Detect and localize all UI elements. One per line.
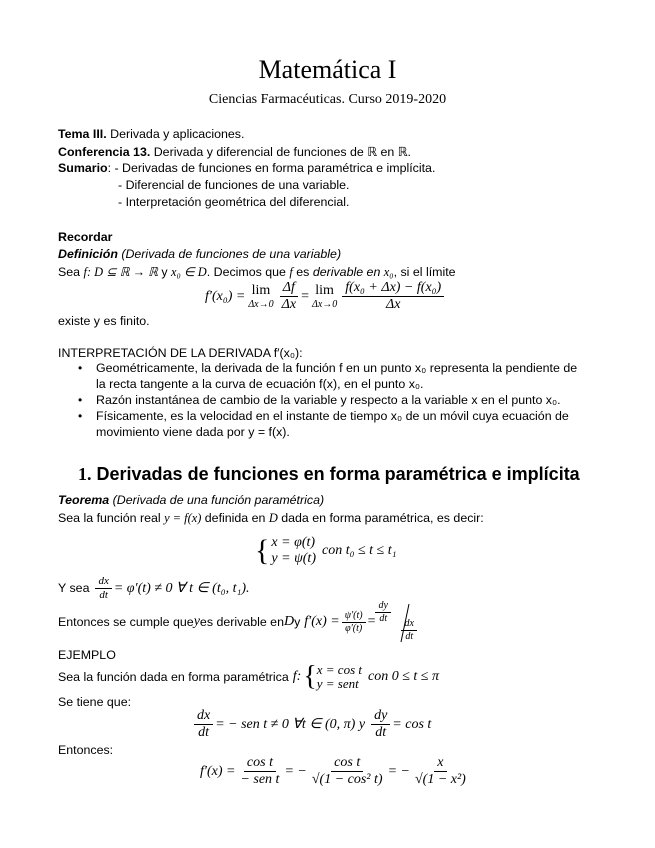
section-title: Derivadas de funciones en forma paramétrica e implícita [96,464,580,484]
tema-label: Tema III. [58,127,107,141]
conferencia-line [58,144,411,159]
parametric-system: { x = φ(t) y = ψ(t) con t₀ ≤ t ≤ t₁ [255,534,397,568]
interp-bullet-2: Razón instantánea de cambio de la variable y respecto a la variable x en el punto x₀. [96,393,561,407]
tema-line [58,127,244,141]
interp-bullet-3-cont: movimiento viene dada por y = f(x). [96,425,290,439]
existe-line: existe y es finito. [58,314,150,328]
final-derivative-formula: f′(x) = $\frac{\text{cos t}}{\text{− sen t}}$ = − $\frac{\text{cos t}}{\text{√(1 − cos² t)}}$ = − $\frac{x}{\text{√(1 − x²)}}$ [200,755,466,788]
interp-bullet-1: Geométricamente, la derivada de la función f en un punto x₀ representa la pendiente de [96,361,578,375]
tema-text: Derivada y aplicaciones. [110,127,245,141]
interpretacion-heading: INTERPRETACIÓN DE LA DERIVADA f′(x₀): [58,346,303,360]
bullet-dot-3: • [78,409,83,423]
sea-funcion-line: Sea la función real y = f(x) definida en D dada en forma paramétrica, es decir: [58,511,484,525]
recordar-heading: Recordar [58,230,113,244]
entonces-line: Entonces se cumple que y es derivable en D y f′(x) = $\frac{\psi'(t)}{\varphi'(t)}$ = $\frac{dy}{dt}$ $\frac{dx}{dt}$ [58,600,423,644]
section-heading [78,464,580,485]
sumario-item-2: - Diferencial de funciones de una variable. [118,178,350,192]
sumario-item-3: - Interpretación geométrica del diferencial. [118,195,350,209]
sumario-label: Sumario [58,161,108,175]
definicion-label: Definición [58,247,118,261]
sea-line: Sea f: D ⊆ ℝ → ℝ y x₀ ∈ D. Decimos que f es derivable en x₀, si el límite [58,265,456,279]
teorema-line: Teorema (Derivada de una función paramétrica) [58,493,325,507]
ejemplo-heading: EJEMPLO [58,648,116,662]
y-sea-line: Y sea $\frac{dx}{dt}$ = φ′(t) ≠ 0 ∀ t ∈ (t₀, t₁). [58,575,250,601]
derivative-definition-formula: f′(x₀) = lim Δx→0 $\frac{\Delta f}{\Delta x}$ = lim Δx→0 $\frac{\text{f(x₀ + Δx) − f(x₀)}}{\Delta x}$ [205,280,446,313]
interp-bullet-1-cont: la recta tangente a la curva de ecuación f(x), en el punto x₀. [96,377,424,391]
page-title: Matemática I [258,55,397,84]
definicion-line [58,247,341,261]
derivatives-dx-dy-formula: $\frac{dx}{dt}$ = − sen t ≠ 0 ∀t ∈ (0, π) y $\frac{dy}{dt}$ = cos t [192,708,431,741]
sumario-line [58,161,435,175]
bullet-dot-2: • [78,393,83,407]
interp-bullet-3: Físicamente, es la velocidad en el instante de tiempo x₀ de un móvil cuya ecuación de [96,409,569,423]
conferencia-label: Conferencia 13. [58,145,151,159]
se-tiene-que: Se tiene que: [58,695,132,709]
section-number: 1. [78,464,92,484]
bullet-dot-1: • [78,361,83,375]
page-subtitle: Ciencias Farmacéuticas. Curso 2019-2020 [208,92,447,107]
ejemplo-line: Sea la función dada en forma paramétrica f: { x = cos t y = sent con 0 ≤ t ≤ π [58,661,439,693]
definicion-title: (Derivada de funciones de una variable) [121,247,342,261]
conferencia-text: Derivada y diferencial de funciones de ℝ en ℝ. [153,145,411,159]
entonces-label: Entonces: [58,743,114,757]
sumario-item-1: : - Derivadas de funciones en forma paramétrica e implícita. [107,161,436,175]
